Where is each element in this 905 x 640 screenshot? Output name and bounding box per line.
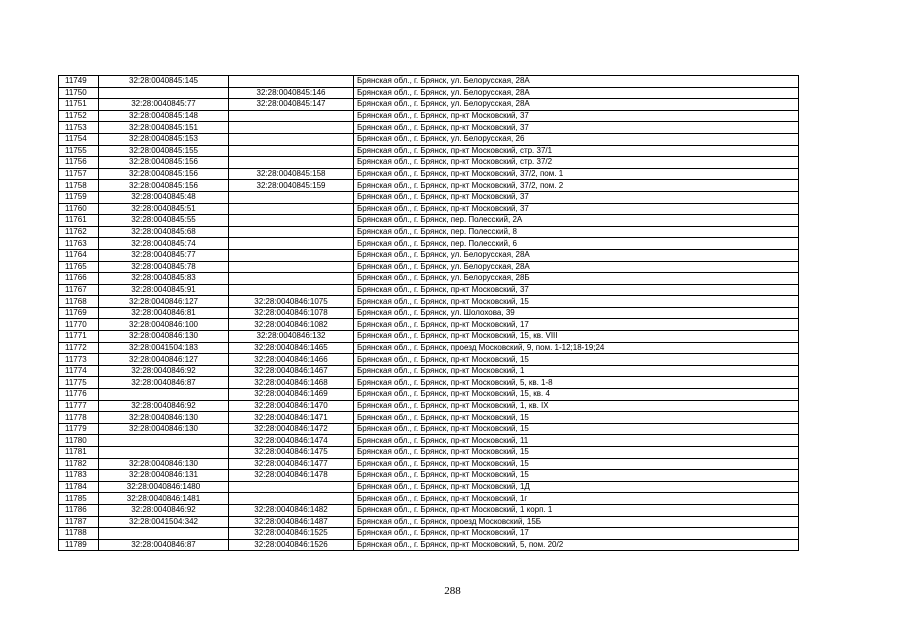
table-row [59, 377, 799, 389]
address-cell: Брянская обл., г. Брянск, пр-кт Московский, 15 [354, 423, 799, 435]
row-number-cell: 11789 [59, 539, 99, 551]
table-row [59, 180, 799, 192]
address-cell: Брянская обл., г. Брянск, пр-кт Московский, 1Д [354, 481, 799, 493]
address-cell: Брянская обл., г. Брянск, ул. Белорусская, 28А [354, 99, 799, 111]
address-cell: Брянская обл., г. Брянск, пр-кт Московский, 15 [354, 412, 799, 424]
cadastral-number-cell [229, 493, 354, 505]
row-number-cell: 11775 [59, 377, 99, 389]
address-cell: Брянская обл., г. Брянск, пр-кт Московский, 37 [354, 284, 799, 296]
row-number-cell: 11779 [59, 423, 99, 435]
row-number-cell: 11767 [59, 284, 99, 296]
cadastral-number-cell: 32:28:0040846:1474 [229, 435, 354, 447]
cadastral-number-cell [229, 249, 354, 261]
row-number-cell: 11773 [59, 354, 99, 366]
row-number-cell: 11786 [59, 504, 99, 516]
row-number-cell: 11766 [59, 273, 99, 285]
cadastral-number-cell: 32:28:0040845:55 [99, 215, 229, 227]
cadastral-number-cell: 32:28:0040846:81 [99, 307, 229, 319]
address-cell: Брянская обл., г. Брянск, пр-кт Московский, стр. 37/1 [354, 145, 799, 157]
cadastral-number-cell: 32:28:0040846:130 [99, 423, 229, 435]
cadastral-number-cell: 32:28:0040846:1466 [229, 354, 354, 366]
row-number-cell: 11751 [59, 99, 99, 111]
cadastral-number-cell: 32:28:0040845:51 [99, 203, 229, 215]
table-row [59, 168, 799, 180]
table-row [59, 423, 799, 435]
row-number-cell: 11755 [59, 145, 99, 157]
table-row [59, 307, 799, 319]
cadastral-number-cell [99, 389, 229, 401]
address-cell: Брянская обл., г. Брянск, пр-кт Московский, 37/2, пом. 1 [354, 168, 799, 180]
cadastral-number-cell [229, 110, 354, 122]
cadastral-number-cell: 32:28:0040846:1478 [229, 470, 354, 482]
row-number-cell: 11784 [59, 481, 99, 493]
cadastral-number-cell: 32:28:0040846:130 [99, 412, 229, 424]
table-row [59, 342, 799, 354]
row-number-cell: 11782 [59, 458, 99, 470]
cadastral-number-cell: 32:28:0040846:1078 [229, 307, 354, 319]
cadastral-number-cell: 32:28:0040846:1525 [229, 528, 354, 540]
address-cell: Брянская обл., г. Брянск, пр-кт Московский, 15 [354, 458, 799, 470]
cadastral-number-cell: 32:28:0040846:1082 [229, 319, 354, 331]
cadastral-number-cell: 32:28:0040845:77 [99, 99, 229, 111]
cadastral-number-cell: 32:28:0040845:77 [99, 249, 229, 261]
row-number-cell: 11759 [59, 191, 99, 203]
address-cell: Брянская обл., г. Брянск, пр-кт Московский, 17 [354, 319, 799, 331]
cadastral-number-cell [99, 87, 229, 99]
row-number-cell: 11762 [59, 226, 99, 238]
table-row [59, 110, 799, 122]
table-row [59, 284, 799, 296]
table-row [59, 516, 799, 528]
cadastral-number-cell: 32:28:0040845:68 [99, 226, 229, 238]
cadastral-number-cell [99, 435, 229, 447]
row-number-cell: 11750 [59, 87, 99, 99]
address-cell: Брянская обл., г. Брянск, пр-кт Московский, 37 [354, 122, 799, 134]
cadastral-number-cell: 32:28:0040845:153 [99, 133, 229, 145]
cadastral-number-cell: 32:28:0040845:83 [99, 273, 229, 285]
table-row [59, 261, 799, 273]
address-cell: Брянская обл., г. Брянск, пер. Полесский, 8 [354, 226, 799, 238]
cadastral-number-cell [229, 76, 354, 88]
table-row [59, 481, 799, 493]
cadastral-number-cell [229, 215, 354, 227]
cadastral-number-cell: 32:28:0040845:146 [229, 87, 354, 99]
address-cell: Брянская обл., г. Брянск, ул. Белорусская, 28Б [354, 273, 799, 285]
address-cell: Брянская обл., г. Брянск, пер. Полесский, 6 [354, 238, 799, 250]
address-cell: Брянская обл., г. Брянск, пр-кт Московский, 1, кв. IX [354, 400, 799, 412]
address-cell: Брянская обл., г. Брянск, пр-кт Московский, 15 [354, 296, 799, 308]
table-row [59, 122, 799, 134]
cadastral-number-cell: 32:28:0040846:130 [99, 458, 229, 470]
table-row [59, 504, 799, 516]
table-row [59, 365, 799, 377]
address-cell: Брянская обл., г. Брянск, пр-кт Московский, 37 [354, 203, 799, 215]
address-cell: Брянская обл., г. Брянск, ул. Белорусская, 28А [354, 261, 799, 273]
table-body [59, 76, 799, 551]
cadastral-number-cell: 32:28:0040846:1472 [229, 423, 354, 435]
cadastral-number-cell: 32:28:0040845:156 [99, 180, 229, 192]
cadastral-number-cell: 32:28:0040846:92 [99, 504, 229, 516]
address-cell: Брянская обл., г. Брянск, пер. Полесский, 2А [354, 215, 799, 227]
address-cell: Брянская обл., г. Брянск, пр-кт Московский, 11 [354, 435, 799, 447]
table-row [59, 400, 799, 412]
row-number-cell: 11760 [59, 203, 99, 215]
cadastral-number-cell: 32:28:0040846:92 [99, 400, 229, 412]
address-cell: Брянская обл., г. Брянск, ул. Белорусская, 28А [354, 249, 799, 261]
cadastral-number-cell: 32:28:0040846:1482 [229, 504, 354, 516]
cadastral-number-cell [229, 133, 354, 145]
address-cell: Брянская обл., г. Брянск, пр-кт Московский, 17 [354, 528, 799, 540]
cadastral-number-cell: 32:28:0040845:145 [99, 76, 229, 88]
cadastral-number-cell [229, 122, 354, 134]
cadastral-number-cell [229, 273, 354, 285]
row-number-cell: 11788 [59, 528, 99, 540]
address-cell: Брянская обл., г. Брянск, пр-кт Московский, 1 [354, 365, 799, 377]
table-row [59, 435, 799, 447]
address-cell: Брянская обл., г. Брянск, проезд Московский, 15Б [354, 516, 799, 528]
cadastral-number-cell: 32:28:0040846:127 [99, 296, 229, 308]
table-row [59, 157, 799, 169]
table-row [59, 539, 799, 551]
cadastral-number-cell: 32:28:0040845:148 [99, 110, 229, 122]
address-cell: Брянская обл., г. Брянск, проезд Московский, 9, пом. 1-12;18-19;24 [354, 342, 799, 354]
cadastral-number-cell: 32:28:0040845:155 [99, 145, 229, 157]
cadastral-number-cell: 32:28:0040845:74 [99, 238, 229, 250]
table-row [59, 191, 799, 203]
row-number-cell: 11765 [59, 261, 99, 273]
table-row [59, 331, 799, 343]
row-number-cell: 11778 [59, 412, 99, 424]
table-row [59, 354, 799, 366]
cadastral-number-cell: 32:28:0040846:1475 [229, 447, 354, 459]
row-number-cell: 11772 [59, 342, 99, 354]
address-cell: Брянская обл., г. Брянск, пр-кт Московский, стр. 37/2 [354, 157, 799, 169]
table-row [59, 238, 799, 250]
address-cell: Брянская обл., г. Брянск, ул. Белорусская, 26 [354, 133, 799, 145]
table-row [59, 528, 799, 540]
row-number-cell: 11781 [59, 447, 99, 459]
row-number-cell: 11756 [59, 157, 99, 169]
cadastral-number-cell: 32:28:0040846:1481 [99, 493, 229, 505]
row-number-cell: 11761 [59, 215, 99, 227]
address-cell: Брянская обл., г. Брянск, пр-кт Московский, 5, пом. 20/2 [354, 539, 799, 551]
table-row [59, 296, 799, 308]
address-cell: Брянская обл., г. Брянск, пр-кт Московский, 15 [354, 470, 799, 482]
table-row [59, 412, 799, 424]
cadastral-number-cell [229, 157, 354, 169]
cadastral-number-cell: 32:28:0040845:156 [99, 168, 229, 180]
page-number: 288 [444, 585, 461, 597]
address-cell: Брянская обл., г. Брянск, пр-кт Московский, 15 [354, 354, 799, 366]
row-number-cell: 11787 [59, 516, 99, 528]
table-row [59, 273, 799, 285]
cadastral-number-cell: 32:28:0040846:1469 [229, 389, 354, 401]
cadastral-number-cell [229, 226, 354, 238]
cadastral-number-cell: 32:28:0040846:1075 [229, 296, 354, 308]
cadastral-number-cell: 32:28:0040846:1465 [229, 342, 354, 354]
address-cell: Брянская обл., г. Брянск, пр-кт Московский, 5, кв. 1-8 [354, 377, 799, 389]
row-number-cell: 11749 [59, 76, 99, 88]
address-cell: Брянская обл., г. Брянск, пр-кт Московский, 37 [354, 191, 799, 203]
table-row [59, 470, 799, 482]
row-number-cell: 11770 [59, 319, 99, 331]
cadastral-number-cell: 32:28:0040846:100 [99, 319, 229, 331]
table-row [59, 76, 799, 88]
cadastral-number-cell [229, 145, 354, 157]
table-row [59, 99, 799, 111]
cadastral-number-cell: 32:28:0040845:158 [229, 168, 354, 180]
table-row [59, 145, 799, 157]
cadastral-number-cell: 32:28:0041504:342 [99, 516, 229, 528]
address-cell: Брянская обл., г. Брянск, пр-кт Московский, 1 корп. 1 [354, 504, 799, 516]
cadastral-table [58, 75, 799, 551]
row-number-cell: 11752 [59, 110, 99, 122]
cadastral-number-cell: 32:28:0040846:1470 [229, 400, 354, 412]
cadastral-number-cell: 32:28:0040846:131 [99, 470, 229, 482]
row-number-cell: 11754 [59, 133, 99, 145]
cadastral-number-cell: 32:28:0040846:92 [99, 365, 229, 377]
address-cell: Брянская обл., г. Брянск, пр-кт Московский, 15, кв. VIII [354, 331, 799, 343]
row-number-cell: 11785 [59, 493, 99, 505]
cadastral-number-cell: 32:28:0040845:151 [99, 122, 229, 134]
address-cell: Брянская обл., г. Брянск, пр-кт Московский, 15, кв. 4 [354, 389, 799, 401]
cadastral-number-cell: 32:28:0040846:1480 [99, 481, 229, 493]
table-row [59, 447, 799, 459]
cadastral-number-cell: 32:28:0040845:156 [99, 157, 229, 169]
address-cell: Брянская обл., г. Брянск, пр-кт Московский, 15 [354, 447, 799, 459]
address-cell: Брянская обл., г. Брянск, пр-кт Московский, 1г [354, 493, 799, 505]
table-row [59, 226, 799, 238]
cadastral-number-cell: 32:28:0040846:1468 [229, 377, 354, 389]
cadastral-number-cell: 32:28:0040845:147 [229, 99, 354, 111]
table-row [59, 249, 799, 261]
cadastral-number-cell: 32:28:0041504:183 [99, 342, 229, 354]
row-number-cell: 11771 [59, 331, 99, 343]
cadastral-number-cell: 32:28:0040845:159 [229, 180, 354, 192]
cadastral-number-cell [229, 191, 354, 203]
row-number-cell: 11753 [59, 122, 99, 134]
cadastral-number-cell: 32:28:0040845:91 [99, 284, 229, 296]
cadastral-number-cell: 32:28:0040846:1526 [229, 539, 354, 551]
row-number-cell: 11780 [59, 435, 99, 447]
row-number-cell: 11768 [59, 296, 99, 308]
table-row [59, 493, 799, 505]
cadastral-number-cell: 32:28:0040846:87 [99, 539, 229, 551]
cadastral-number-cell: 32:28:0040846:87 [99, 377, 229, 389]
table-row [59, 203, 799, 215]
table-row [59, 389, 799, 401]
row-number-cell: 11763 [59, 238, 99, 250]
cadastral-number-cell [229, 203, 354, 215]
cadastral-number-cell: 32:28:0040846:1471 [229, 412, 354, 424]
address-cell: Брянская обл., г. Брянск, ул. Белорусская, 28А [354, 76, 799, 88]
address-cell: Брянская обл., г. Брянск, ул. Белорусская, 28А [354, 87, 799, 99]
row-number-cell: 11758 [59, 180, 99, 192]
cadastral-number-cell [229, 238, 354, 250]
address-cell: Брянская обл., г. Брянск, ул. Шолохова, 39 [354, 307, 799, 319]
cadastral-number-cell [229, 261, 354, 273]
row-number-cell: 11776 [59, 389, 99, 401]
table-row [59, 215, 799, 227]
cadastral-number-cell: 32:28:0040846:130 [99, 331, 229, 343]
row-number-cell: 11769 [59, 307, 99, 319]
cadastral-number-cell [99, 528, 229, 540]
cadastral-number-cell [229, 284, 354, 296]
row-number-cell: 11777 [59, 400, 99, 412]
cadastral-number-cell: 32:28:0040846:1467 [229, 365, 354, 377]
address-cell: Брянская обл., г. Брянск, пр-кт Московский, 37/2, пом. 2 [354, 180, 799, 192]
row-number-cell: 11757 [59, 168, 99, 180]
table-row [59, 458, 799, 470]
cadastral-number-cell [99, 447, 229, 459]
table-row [59, 87, 799, 99]
cadastral-number-cell: 32:28:0040845:48 [99, 191, 229, 203]
row-number-cell: 11764 [59, 249, 99, 261]
cadastral-number-cell: 32:28:0040846:1477 [229, 458, 354, 470]
cadastral-number-cell: 32:28:0040845:78 [99, 261, 229, 273]
row-number-cell: 11774 [59, 365, 99, 377]
cadastral-number-cell: 32:28:0040846:127 [99, 354, 229, 366]
cadastral-number-cell: 32:28:0040846:1487 [229, 516, 354, 528]
address-cell: Брянская обл., г. Брянск, пр-кт Московский, 37 [354, 110, 799, 122]
table-row [59, 133, 799, 145]
row-number-cell: 11783 [59, 470, 99, 482]
cadastral-number-cell [229, 481, 354, 493]
cadastral-number-cell: 32:28:0040846:132 [229, 331, 354, 343]
table-row [59, 319, 799, 331]
